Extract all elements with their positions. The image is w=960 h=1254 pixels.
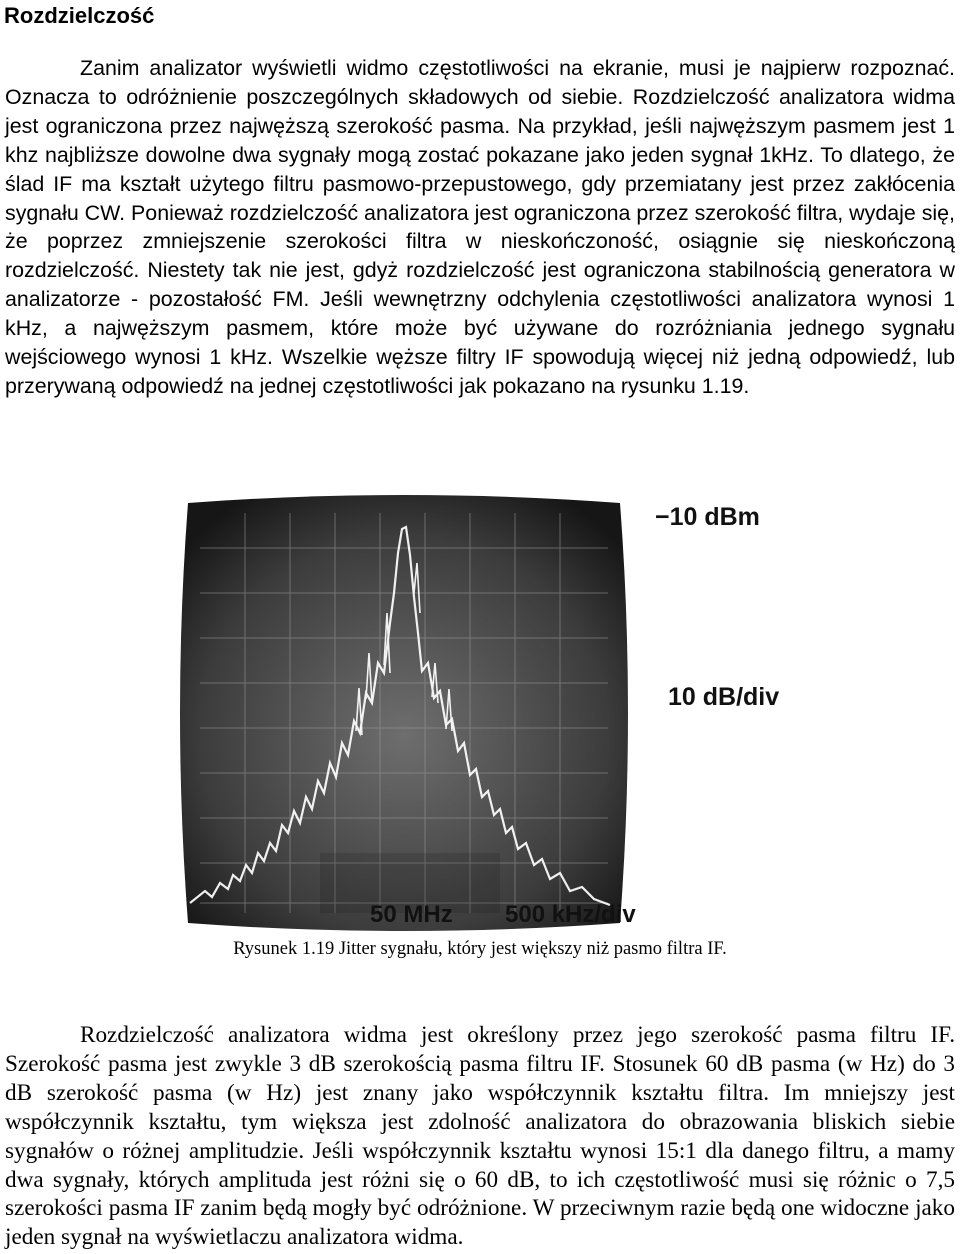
center-frequency-label: 50 MHz: [370, 901, 453, 928]
horizontal-scale-label: 500 kHz/div: [505, 901, 636, 928]
paragraph-intro: Zanim analizator wyświetli widmo częstotliwości na ekranie, musi je najpierw rozpoznać. Oznacza to odróżnienie poszczególnych składowych od siebie. Rozdzielczość analizatora widma jest ograniczona przez najwęższą szerokość pasma. Na przykład, jeśli najwęższym pasmem jest 1 khz najbliższe dowolne dwa sygnały mogą zostać pokazane jako jeden sygnał 1kHz. To dlatego, że ślad IF ma kształt użytego filtru pasmowo-przepustowego, gdy przemiatany jest przez zakłócenia sygnału CW. Ponieważ rozdzielczość analizatora jest ograniczona przez szerokość filtra, wydaje się, że poprzez zmniejszenie szerokości filtra w nieskończoność, osiągnie się nieskończoną rozdzielczość. Niestety tak nie jest, gdyż rozdzielczość jest ograniczona stabilnością generatora w analizatorze - pozostałość FM. Jeśli wewnętrzny odchylenia częstotliwości analizatora wynosi 1 kHz, a najwęższym pasmem, które może być używane do rozróżniania jednego sygnału wejściowego wynosi 1 kHz. Wszelkie węższe filtry IF spowodują więcej niż jedną odpowiedź, lub przerywaną odpowiedź na jednej częstotliwości jak pokazano na rysunku 1.19.: [5, 56, 955, 398]
vertical-scale-label: 10 dB/div: [668, 683, 780, 711]
oscilloscope-screen: [170, 493, 640, 933]
figure-caption: Rysunek 1.19 Jitter sygnału, który jest większy niż pasmo filtra IF.: [233, 939, 727, 959]
reference-level-label: −10 dBm: [655, 503, 760, 531]
paragraph-resolution: Rozdzielczość analizatora widma jest określony przez jego szerokość pasma filtru IF. Szerokość pasma jest zwykle 3 dB szerokością pasma filtru IF. Stosunek 60 dB pasma (w Hz) do 3 dB szerokość pasma (w Hz) jest znany jako współczynnik kształtu filtra. Im mniejszy jest współczynnik kształtu, tym większa jest zdolność analizatora do obrazowania bliskich siebie sygnałów o różnej amplitudzie. Jeśli współczynnik kształtu wynosi 15:1 dla danego filtru, a mamy dwa sygnały, których amplituda jest różni się o 60 dB, to ich częstotliwość musi się różnic o 7,5 szerokości pasma IF zanim będą mogły być odróżnione. W przeciwnym razie będą one widoczne jako jeden sygnał na wyświetlaczu analizatora widma.: [5, 1022, 955, 1251]
section-heading: Rozdzielczość: [4, 3, 155, 28]
figure-spectrum-photo: [170, 493, 790, 933]
